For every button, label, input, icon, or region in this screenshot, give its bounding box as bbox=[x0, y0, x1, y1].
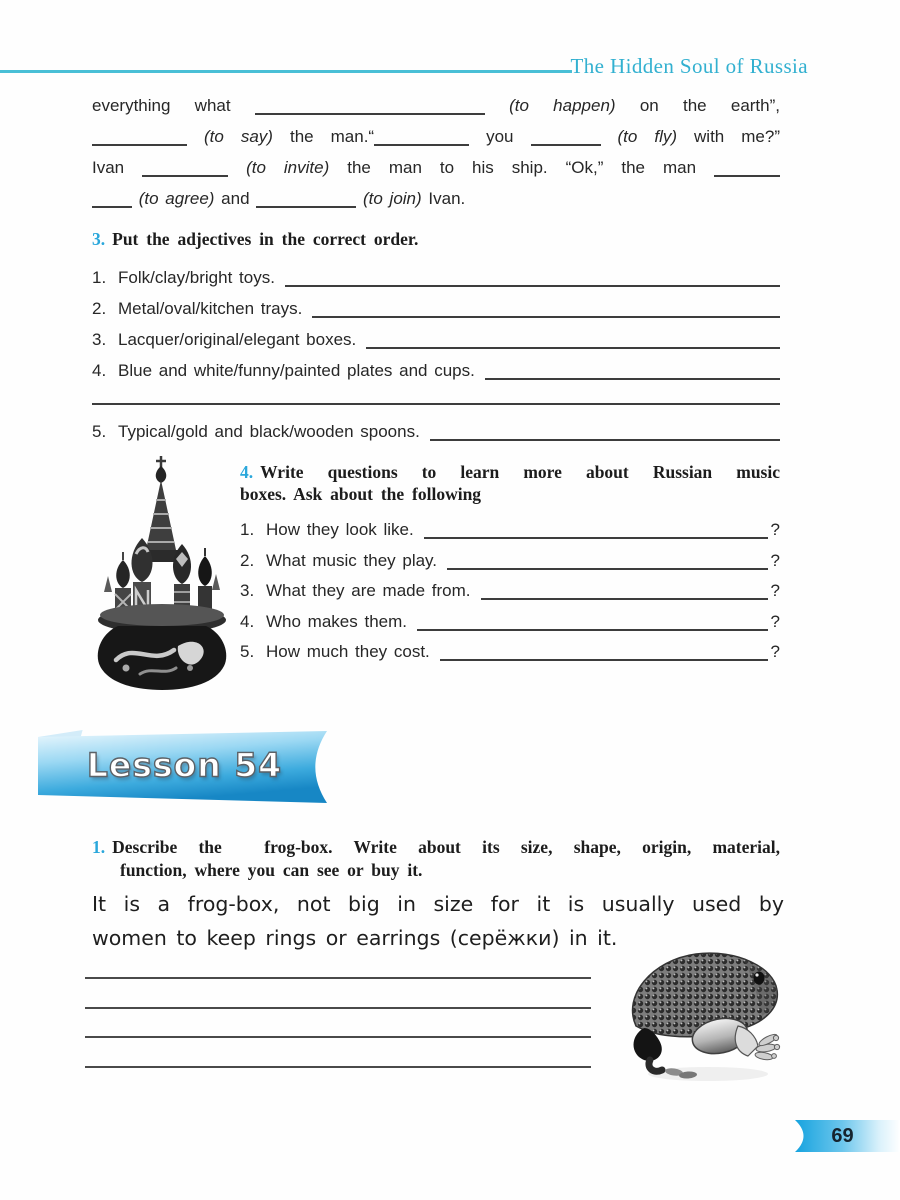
exercise3-list bbox=[92, 262, 780, 447]
list-item bbox=[240, 637, 780, 668]
exercise3-title: Put the adjectives in the correct order. bbox=[112, 229, 419, 249]
answer-blank[interactable] bbox=[430, 439, 780, 441]
question-mark: ? bbox=[770, 520, 780, 539]
list-item bbox=[240, 576, 780, 607]
text-segment: and bbox=[214, 189, 257, 208]
exercise1-title-line2: function, where you can see or buy it. bbox=[120, 860, 423, 880]
answer-line: It is a frog-box, not big in size for it is usually used by bbox=[92, 892, 784, 916]
item-text: Typical/gold and black/wooden spoons. bbox=[118, 422, 420, 441]
paragraph-line bbox=[92, 121, 780, 152]
list-item bbox=[240, 515, 780, 546]
list-item bbox=[240, 546, 780, 577]
gap-blank[interactable] bbox=[92, 143, 187, 146]
frog-box-image bbox=[616, 944, 798, 1086]
gap-blank[interactable] bbox=[92, 205, 132, 208]
text-segment: (to join) bbox=[362, 189, 422, 208]
text-segment: (to happen) bbox=[509, 96, 616, 115]
answer-blank[interactable] bbox=[440, 659, 768, 661]
text-segment: Ivan. bbox=[421, 189, 466, 208]
item-text: Metal/oval/kitchen trays. bbox=[118, 299, 303, 318]
item-number: 2. bbox=[240, 550, 255, 570]
answer-blank[interactable] bbox=[447, 568, 768, 570]
music-box-image bbox=[86, 454, 238, 694]
text-segment: with me?” bbox=[677, 127, 780, 146]
item-text: Blue and white/funny/painted plates and cups. bbox=[118, 361, 475, 380]
question-mark: ? bbox=[770, 611, 780, 631]
paragraph-line bbox=[92, 183, 780, 214]
gap-blank[interactable] bbox=[255, 112, 485, 115]
item-text: How much they cost. bbox=[266, 642, 430, 661]
answer-blank[interactable] bbox=[417, 629, 768, 631]
exercise3-number: 3. bbox=[92, 229, 106, 249]
answer-blank-row[interactable] bbox=[92, 403, 780, 405]
item-text: Folk/clay/bright toys. bbox=[118, 268, 275, 287]
item-number: 1. bbox=[92, 268, 107, 287]
text-segment bbox=[228, 158, 246, 177]
item-text: Who makes them. bbox=[266, 611, 407, 631]
item-number: 4. bbox=[92, 361, 107, 380]
gap-blank[interactable] bbox=[256, 205, 356, 208]
lesson-banner bbox=[38, 729, 327, 803]
writing-line[interactable] bbox=[85, 1007, 591, 1009]
text-segment: the man.“ bbox=[272, 127, 375, 146]
exercise4-title-line1: Write questions to learn more about Russian music bbox=[260, 462, 780, 482]
exercise1-title-line1: Describe the frog-box. Write about its size, shape, origin, material, bbox=[112, 837, 780, 857]
gap-blank[interactable] bbox=[531, 143, 601, 146]
writing-line[interactable] bbox=[85, 1066, 591, 1068]
exercise1-heading bbox=[92, 836, 780, 882]
question-mark: ? bbox=[770, 581, 780, 600]
text-segment bbox=[356, 189, 363, 208]
list-item bbox=[240, 607, 780, 638]
page-number-tab bbox=[795, 1120, 900, 1152]
list-item bbox=[92, 416, 780, 447]
answer-blank[interactable] bbox=[485, 378, 780, 380]
item-number: 5. bbox=[240, 642, 255, 661]
church-music-box-icon bbox=[86, 454, 238, 694]
item-text: Lacquer/original/elegant boxes. bbox=[118, 330, 357, 349]
item-text: What they are made from. bbox=[266, 581, 471, 600]
gap-blank[interactable] bbox=[714, 174, 780, 177]
item-number: 5. bbox=[92, 422, 107, 441]
text-segment: (to invite) bbox=[246, 158, 330, 177]
text-segment: (to say) bbox=[204, 127, 273, 146]
text-segment: (to fly) bbox=[617, 127, 678, 146]
lesson-banner-label: Lesson 54 bbox=[86, 745, 283, 785]
paragraph-line bbox=[92, 90, 780, 121]
question-mark: ? bbox=[770, 550, 780, 570]
answer-blank[interactable] bbox=[481, 598, 768, 600]
page-number: 69 bbox=[831, 1124, 854, 1147]
writing-line[interactable] bbox=[85, 977, 591, 979]
text-segment bbox=[132, 189, 139, 208]
text-segment: Ivan bbox=[92, 158, 143, 177]
gap-fill-paragraph bbox=[92, 90, 780, 214]
answer-blank[interactable] bbox=[424, 537, 768, 539]
answer-blank[interactable] bbox=[285, 285, 780, 287]
answer-line: women to keep rings or earrings (серёжки) in it. bbox=[92, 925, 618, 950]
writing-lines bbox=[85, 977, 591, 1095]
jeweled-frog-icon bbox=[616, 944, 798, 1086]
exercise3-heading bbox=[92, 229, 418, 250]
header-rule bbox=[0, 70, 572, 73]
exercise4-heading bbox=[240, 461, 780, 505]
text-segment bbox=[601, 127, 618, 146]
heading-line bbox=[240, 461, 780, 483]
list-item bbox=[92, 355, 780, 386]
text-segment: the man to his ship. “Ok,” the man bbox=[329, 158, 714, 177]
question-mark: ? bbox=[770, 642, 780, 661]
gap-blank[interactable] bbox=[142, 174, 228, 177]
item-text: What music they play. bbox=[266, 550, 438, 570]
item-number: 1. bbox=[240, 520, 255, 539]
answer-blank[interactable] bbox=[312, 316, 780, 318]
gap-blank[interactable] bbox=[374, 143, 469, 146]
paragraph-line bbox=[92, 152, 780, 183]
heading-line bbox=[92, 836, 780, 859]
exercise4-title-line2: boxes. Ask about the following bbox=[240, 484, 482, 504]
answer-blank[interactable] bbox=[366, 347, 780, 349]
writing-line[interactable] bbox=[85, 1036, 591, 1038]
exercise4-list bbox=[240, 515, 780, 668]
item-number: 4. bbox=[240, 611, 255, 631]
text-segment: you bbox=[469, 127, 531, 146]
list-item bbox=[92, 324, 780, 355]
list-item bbox=[92, 293, 780, 324]
list-item bbox=[92, 262, 780, 293]
exercise4-number: 4. bbox=[240, 462, 254, 482]
item-number: 2. bbox=[92, 299, 107, 318]
page-header-title: The Hidden Soul of Russia bbox=[570, 54, 808, 78]
text-segment bbox=[187, 127, 204, 146]
item-number: 3. bbox=[92, 330, 107, 349]
text-segment: (to agree) bbox=[138, 189, 215, 208]
exercise1-number: 1. bbox=[92, 837, 106, 857]
item-number: 3. bbox=[240, 581, 255, 600]
text-segment: everything what bbox=[92, 96, 255, 115]
item-text: How they look like. bbox=[266, 520, 414, 539]
text-segment bbox=[485, 96, 509, 115]
text-segment: on the earth”, bbox=[615, 96, 780, 115]
